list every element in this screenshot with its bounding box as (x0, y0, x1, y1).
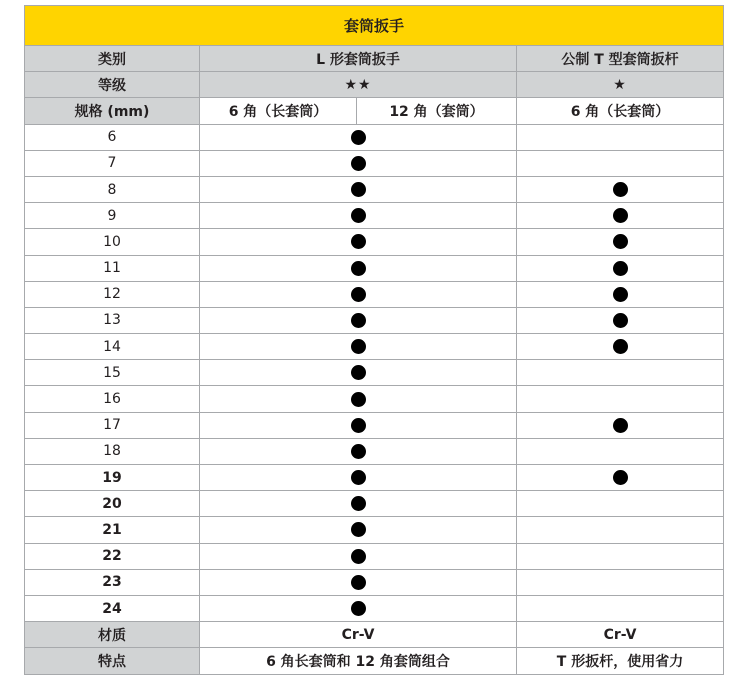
t-bar-availability-cell (517, 491, 724, 517)
material-l-wrench: Cr-V (200, 622, 517, 648)
material-row (25, 622, 724, 648)
feature-t-bar: T 形扳杆，使用省力 (517, 648, 724, 674)
size-cell: 13 (25, 307, 200, 333)
t-bar-availability-cell (517, 281, 724, 307)
size-cell: 6 (25, 124, 200, 150)
filled-dot-icon (351, 549, 366, 564)
filled-dot-icon (351, 601, 366, 616)
spec-6-point-long: 6 角（长套筒） (200, 98, 357, 124)
t-bar-availability-cell (517, 517, 724, 543)
grade-l-wrench-stars: ★★ (200, 72, 517, 98)
l-wrench-availability-cell (200, 307, 517, 333)
table-row (25, 412, 724, 438)
table-row (25, 255, 724, 281)
size-cell: 8 (25, 176, 200, 202)
category-t-bar: 公制 T 型套筒扳杆 (517, 46, 724, 72)
size-cell: 9 (25, 203, 200, 229)
t-bar-availability-cell (517, 438, 724, 464)
t-bar-availability-cell (517, 176, 724, 202)
t-bar-availability-cell (517, 307, 724, 333)
filled-dot-icon (613, 261, 628, 276)
table-row (25, 229, 724, 255)
size-cell: 19 (25, 465, 200, 491)
filled-dot-icon (613, 234, 628, 249)
t-bar-availability-cell (517, 465, 724, 491)
table-body (25, 6, 724, 125)
l-wrench-availability-cell (200, 334, 517, 360)
grade-row (25, 72, 724, 98)
spec-12-point: 12 角（套筒） (357, 98, 517, 124)
size-cell: 24 (25, 595, 200, 621)
l-wrench-availability-cell (200, 386, 517, 412)
size-cell: 7 (25, 150, 200, 176)
size-cell: 17 (25, 412, 200, 438)
material-t-bar: Cr-V (517, 622, 724, 648)
l-wrench-availability-cell (200, 438, 517, 464)
table-row (25, 386, 724, 412)
table-row (25, 543, 724, 569)
category-row (25, 46, 724, 72)
t-bar-availability-cell (517, 412, 724, 438)
size-cell: 21 (25, 517, 200, 543)
size-cell: 10 (25, 229, 200, 255)
filled-dot-icon (351, 156, 366, 171)
size-rows (25, 124, 724, 622)
table-row (25, 281, 724, 307)
l-wrench-availability-cell (200, 176, 517, 202)
l-wrench-availability-cell (200, 491, 517, 517)
filled-dot-icon (351, 522, 366, 537)
t-bar-availability-cell (517, 203, 724, 229)
filled-dot-icon (613, 208, 628, 223)
size-cell: 16 (25, 386, 200, 412)
t-bar-availability-cell (517, 124, 724, 150)
t-bar-availability-cell (517, 386, 724, 412)
filled-dot-icon (351, 575, 366, 590)
feature-label: 特点 (25, 648, 200, 674)
spec-t-bar-6-point-long: 6 角（长套筒） (517, 98, 724, 124)
l-wrench-availability-cell (200, 255, 517, 281)
grade-t-bar-star: ★ (517, 72, 724, 98)
socket-wrench-spec-table (24, 5, 724, 675)
t-bar-availability-cell (517, 360, 724, 386)
l-wrench-availability-cell (200, 229, 517, 255)
table-row (25, 517, 724, 543)
table-row (25, 491, 724, 517)
table-row (25, 176, 724, 202)
feature-row (25, 648, 724, 674)
filled-dot-icon (613, 339, 628, 354)
filled-dot-icon (351, 182, 366, 197)
l-wrench-availability-cell (200, 543, 517, 569)
spec-header-row (25, 98, 724, 124)
spec-label: 规格 (mm) (25, 98, 200, 124)
filled-dot-icon (351, 444, 366, 459)
t-bar-availability-cell (517, 334, 724, 360)
size-cell: 18 (25, 438, 200, 464)
l-wrench-availability-cell (200, 569, 517, 595)
table-row (25, 150, 724, 176)
l-wrench-availability-cell (200, 150, 517, 176)
table-footer (25, 622, 724, 674)
filled-dot-icon (351, 234, 366, 249)
l-wrench-availability-cell (200, 203, 517, 229)
l-wrench-availability-cell (200, 595, 517, 621)
t-bar-availability-cell (517, 595, 724, 621)
table-row (25, 334, 724, 360)
filled-dot-icon (351, 130, 366, 145)
filled-dot-icon (351, 261, 366, 276)
t-bar-availability-cell (517, 543, 724, 569)
size-cell: 23 (25, 569, 200, 595)
table-row (25, 465, 724, 491)
table-row (25, 438, 724, 464)
title-row (25, 6, 724, 46)
size-cell: 11 (25, 255, 200, 281)
table-row (25, 360, 724, 386)
table-title: 套筒扳手 (25, 6, 724, 46)
filled-dot-icon (351, 365, 366, 380)
category-label: 类别 (25, 46, 200, 72)
size-cell: 14 (25, 334, 200, 360)
l-wrench-availability-cell (200, 281, 517, 307)
category-l-wrench: L 形套筒扳手 (200, 46, 517, 72)
material-label: 材质 (25, 622, 200, 648)
t-bar-availability-cell (517, 229, 724, 255)
filled-dot-icon (351, 287, 366, 302)
l-wrench-availability-cell (200, 412, 517, 438)
size-cell: 22 (25, 543, 200, 569)
t-bar-availability-cell (517, 255, 724, 281)
table-row (25, 307, 724, 333)
filled-dot-icon (613, 470, 628, 485)
table-row (25, 124, 724, 150)
feature-l-wrench: 6 角长套筒和 12 角套筒组合 (200, 648, 517, 674)
size-cell: 12 (25, 281, 200, 307)
table-row (25, 203, 724, 229)
filled-dot-icon (613, 182, 628, 197)
l-wrench-availability-cell (200, 465, 517, 491)
filled-dot-icon (351, 496, 366, 511)
t-bar-availability-cell (517, 150, 724, 176)
filled-dot-icon (351, 208, 366, 223)
filled-dot-icon (351, 418, 366, 433)
l-wrench-availability-cell (200, 124, 517, 150)
filled-dot-icon (351, 392, 366, 407)
l-wrench-availability-cell (200, 517, 517, 543)
filled-dot-icon (351, 313, 366, 328)
filled-dot-icon (613, 287, 628, 302)
filled-dot-icon (351, 470, 366, 485)
grade-label: 等级 (25, 72, 200, 98)
filled-dot-icon (613, 418, 628, 433)
table-row (25, 569, 724, 595)
l-wrench-availability-cell (200, 360, 517, 386)
size-cell: 15 (25, 360, 200, 386)
filled-dot-icon (351, 339, 366, 354)
size-cell: 20 (25, 491, 200, 517)
table-row (25, 595, 724, 621)
t-bar-availability-cell (517, 569, 724, 595)
filled-dot-icon (613, 313, 628, 328)
